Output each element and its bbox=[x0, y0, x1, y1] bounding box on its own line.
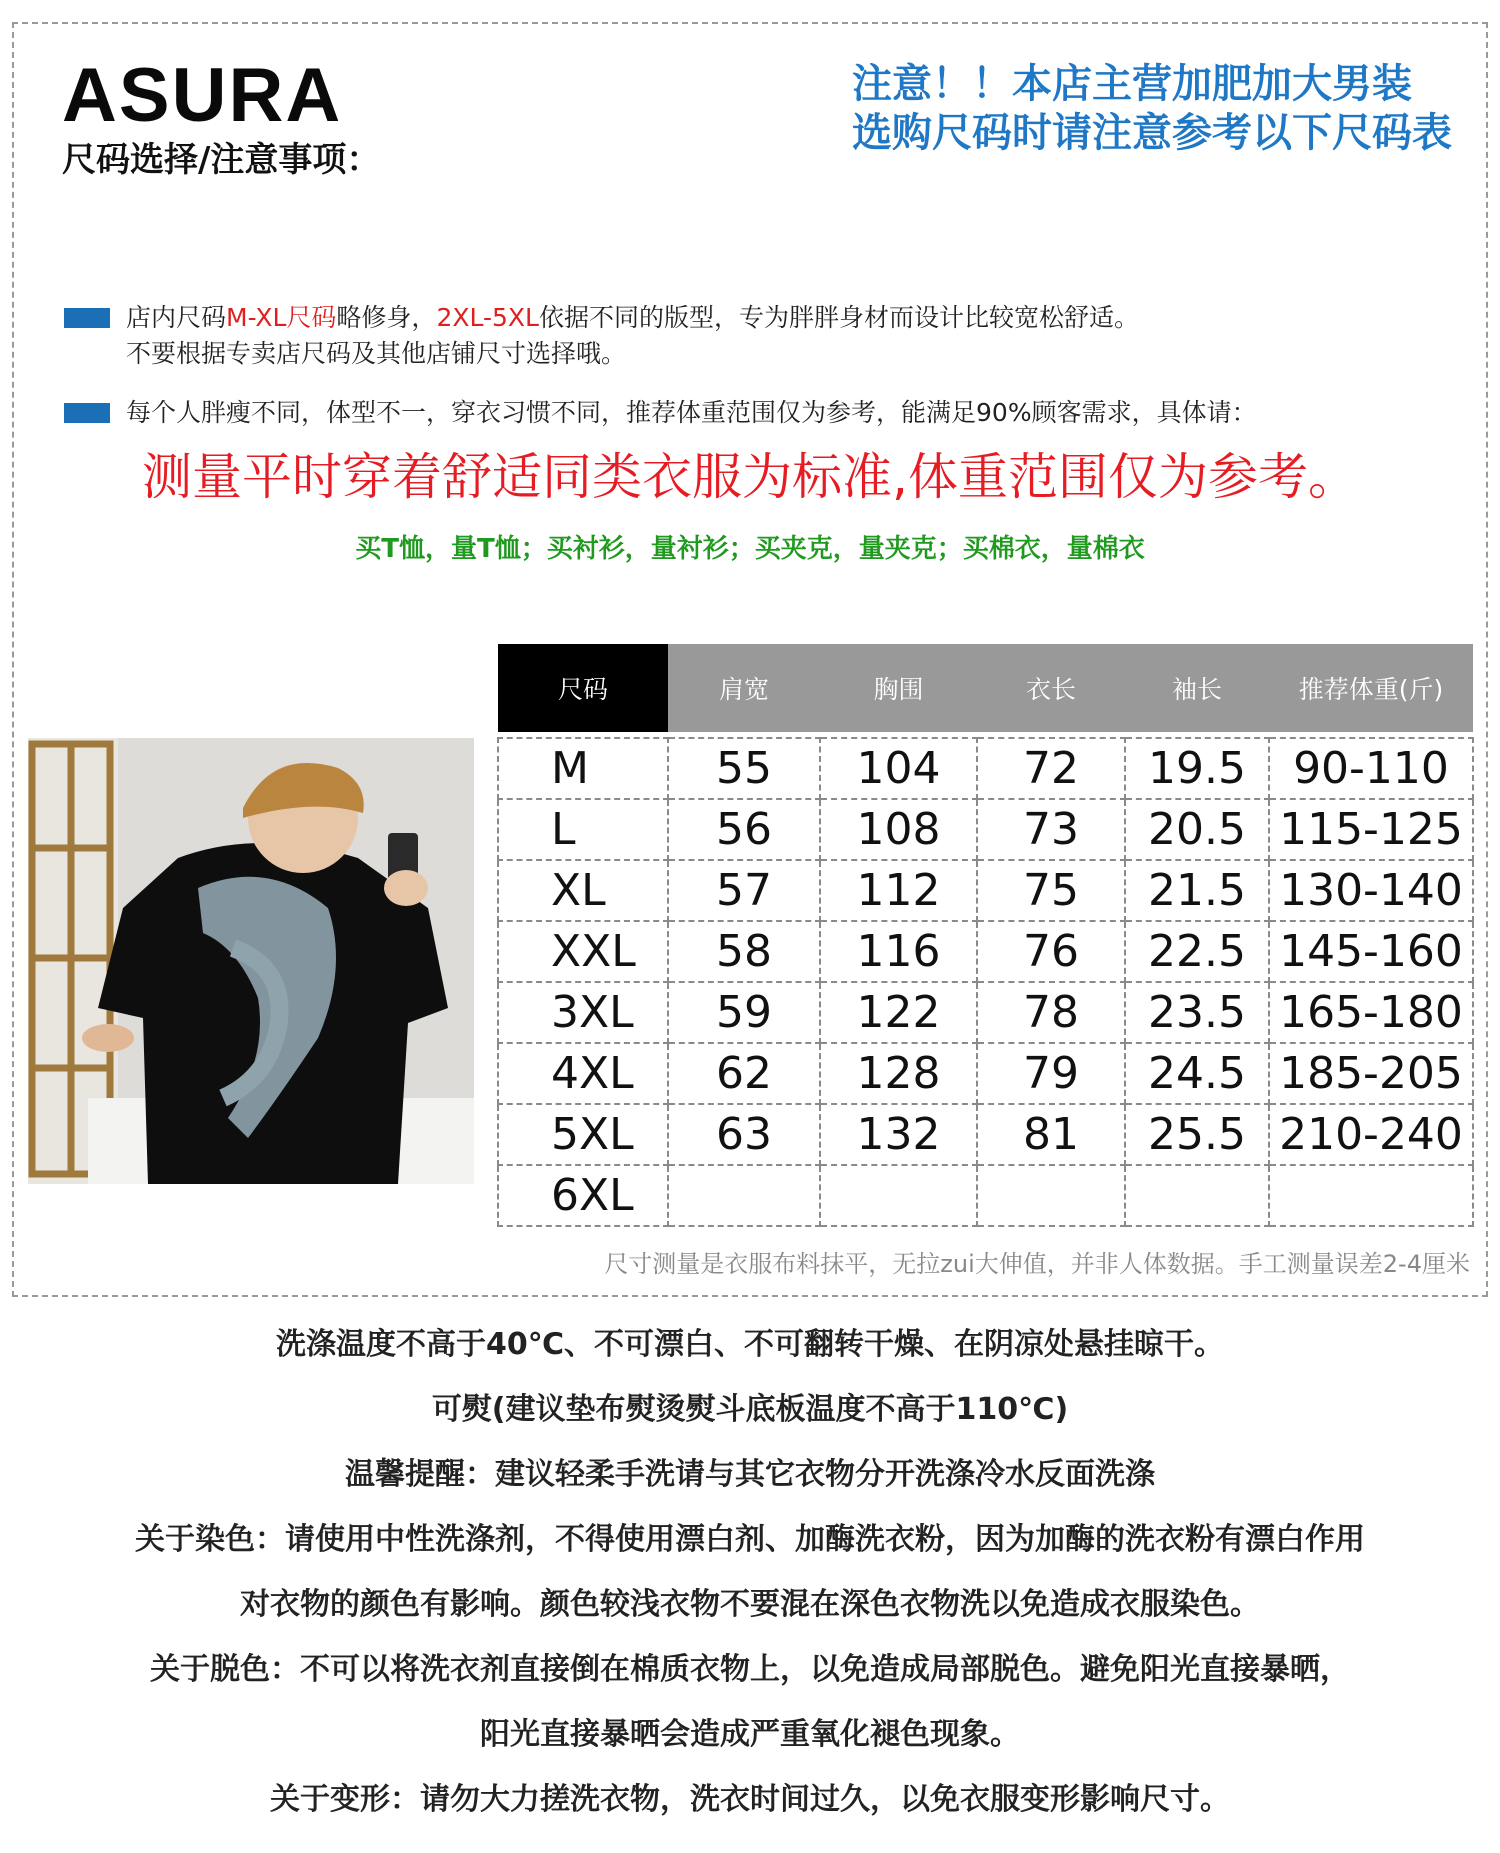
cell-weight: 90-110 bbox=[1269, 738, 1473, 799]
cell-size: 4XL bbox=[498, 1043, 668, 1104]
care-line: 洗涤温度不高于40℃、不可漂白、不可翻转干燥、在阴凉处悬挂晾干。 bbox=[275, 1327, 1225, 1362]
table-row bbox=[498, 1043, 1473, 1104]
care-line: 关于脱色：不可以将洗衣剂直接倒在棉质衣物上，以免造成局部脱色。避免阳光直接暴晒， bbox=[150, 1652, 1350, 1687]
care-line: 阳光直接暴晒会造成严重氧化褪色现象。 bbox=[480, 1717, 1020, 1752]
cell-shoulder: 57 bbox=[668, 860, 820, 921]
table-row bbox=[498, 1104, 1473, 1165]
cell-length: 73 bbox=[977, 799, 1125, 860]
product-photo bbox=[28, 738, 474, 1184]
care-line: 温馨提醒：建议轻柔手洗请与其它衣物分开洗涤冷水反面洗涤 bbox=[345, 1457, 1155, 1492]
table-row bbox=[498, 921, 1473, 982]
cell-size: 6XL bbox=[498, 1165, 668, 1226]
measure-standard-note: 测量平时穿着舒适同类衣服为标准,体重范围仅为参考。 bbox=[142, 448, 1358, 506]
section-subtitle: 尺码选择/注意事项： bbox=[62, 140, 381, 180]
header-chest: 胸围 bbox=[820, 644, 977, 732]
cell-shoulder: 59 bbox=[668, 982, 820, 1043]
bullet-marker bbox=[64, 403, 110, 423]
header-weight: 推荐体重(斤) bbox=[1269, 644, 1473, 732]
header-shoulder: 肩宽 bbox=[668, 644, 820, 732]
cell-sleeve: 25.5 bbox=[1125, 1104, 1269, 1165]
cell-weight: 210-240 bbox=[1269, 1104, 1473, 1165]
table-row bbox=[498, 738, 1473, 799]
cell-chest: 112 bbox=[820, 860, 977, 921]
cell-weight: 185-205 bbox=[1269, 1043, 1473, 1104]
cell-weight: 165-180 bbox=[1269, 982, 1473, 1043]
cell-size: XL bbox=[498, 860, 668, 921]
cell-length: 79 bbox=[977, 1043, 1125, 1104]
table-row bbox=[498, 860, 1473, 921]
cell-sleeve: 22.5 bbox=[1125, 921, 1269, 982]
cell-size: L bbox=[498, 799, 668, 860]
cell-weight bbox=[1269, 1165, 1473, 1226]
note-fit bbox=[64, 300, 1139, 371]
bullet-marker bbox=[64, 308, 110, 328]
cell-chest: 122 bbox=[820, 982, 977, 1043]
cell-weight: 115-125 bbox=[1269, 799, 1473, 860]
cell-size: 5XL bbox=[498, 1104, 668, 1165]
cell-length: 75 bbox=[977, 860, 1125, 921]
note-fit-text: 店内尺码 bbox=[126, 303, 227, 332]
care-line: 关于染色：请使用中性洗涤剂，不得使用漂白剂、加酶洗衣粉，因为加酶的洗衣粉有漂白作用 bbox=[135, 1522, 1365, 1557]
measurement-footnote: 尺寸测量是衣服布料抹平，无拉zui大伸值，并非人体数据。手工测量误差2-4厘米 bbox=[604, 1250, 1470, 1278]
cell-sleeve: 24.5 bbox=[1125, 1043, 1269, 1104]
size-table bbox=[497, 644, 1474, 1227]
note-fit-size-range: M-XL尺码 bbox=[226, 303, 337, 332]
cell-length bbox=[977, 1165, 1125, 1226]
cell-length: 81 bbox=[977, 1104, 1125, 1165]
cell-sleeve: 20.5 bbox=[1125, 799, 1269, 860]
cell-sleeve: 19.5 bbox=[1125, 738, 1269, 799]
note-fit-line-2: 不要根据专卖店尺码及其他店铺尺寸选择哦。 bbox=[126, 338, 627, 368]
care-line: 对衣物的颜色有影响。颜色较浅衣物不要混在深色衣物洗以免造成衣服染色。 bbox=[240, 1587, 1260, 1622]
cell-length: 72 bbox=[977, 738, 1125, 799]
cell-size: 3XL bbox=[498, 982, 668, 1043]
cell-chest: 116 bbox=[820, 921, 977, 982]
notice-line-1: 注意！！本店主营加肥加大男装 bbox=[852, 61, 1412, 107]
cell-size: XXL bbox=[498, 921, 668, 982]
note-weight-text: 每个人胖瘦不同，体型不一，穿衣习惯不同，推荐体重范围仅为参考，能满足90%顾客需求，具体请： bbox=[126, 398, 1257, 427]
notice-banner bbox=[852, 60, 1452, 158]
cell-chest: 108 bbox=[820, 799, 977, 860]
cell-shoulder: 63 bbox=[668, 1104, 820, 1165]
note-fit-size-range: 2XL-5XL bbox=[436, 303, 539, 332]
note-weight bbox=[64, 395, 1257, 431]
table-row bbox=[498, 799, 1473, 860]
note-fit-text: 依据不同的版型，专为胖胖身材而设计比较宽松舒适。 bbox=[538, 303, 1139, 332]
note-fit-text: 略修身， bbox=[336, 303, 437, 332]
cell-shoulder: 56 bbox=[668, 799, 820, 860]
cell-length: 78 bbox=[977, 982, 1125, 1043]
care-instructions bbox=[0, 1325, 1500, 1845]
cell-shoulder: 58 bbox=[668, 921, 820, 982]
cell-chest bbox=[820, 1165, 977, 1226]
cell-chest: 104 bbox=[820, 738, 977, 799]
header-length: 衣长 bbox=[977, 644, 1125, 732]
cell-shoulder: 55 bbox=[668, 738, 820, 799]
cell-length: 76 bbox=[977, 921, 1125, 982]
table-header-row bbox=[498, 644, 1473, 732]
cell-size: M bbox=[498, 738, 668, 799]
cell-sleeve: 21.5 bbox=[1125, 860, 1269, 921]
cell-chest: 128 bbox=[820, 1043, 977, 1104]
header-size: 尺码 bbox=[498, 644, 668, 732]
brand-logo: ASURA bbox=[62, 53, 343, 138]
care-line: 关于变形：请勿大力搓洗衣物，洗衣时间过久，以免衣服变形影响尺寸。 bbox=[270, 1782, 1230, 1817]
table-row bbox=[498, 1165, 1473, 1226]
cell-shoulder: 62 bbox=[668, 1043, 820, 1104]
cell-chest: 132 bbox=[820, 1104, 977, 1165]
cell-weight: 145-160 bbox=[1269, 921, 1473, 982]
cell-shoulder bbox=[668, 1165, 820, 1226]
care-line: 可熨(建议垫布熨烫熨斗底板温度不高于110℃) bbox=[431, 1392, 1069, 1427]
table-row bbox=[498, 982, 1473, 1043]
cell-sleeve: 23.5 bbox=[1125, 982, 1269, 1043]
product-photo-illustration bbox=[28, 738, 474, 1184]
notice-line-2: 选购尺码时请注意参考以下尺码表 bbox=[852, 109, 1452, 156]
cell-weight: 130-140 bbox=[1269, 860, 1473, 921]
measure-tip: 买T恤，量T恤；买衬衫，量衬衫；买夹克，量夹克；买棉衣，量棉衣 bbox=[355, 534, 1145, 564]
header-sleeve: 袖长 bbox=[1125, 644, 1269, 732]
cell-sleeve bbox=[1125, 1165, 1269, 1226]
